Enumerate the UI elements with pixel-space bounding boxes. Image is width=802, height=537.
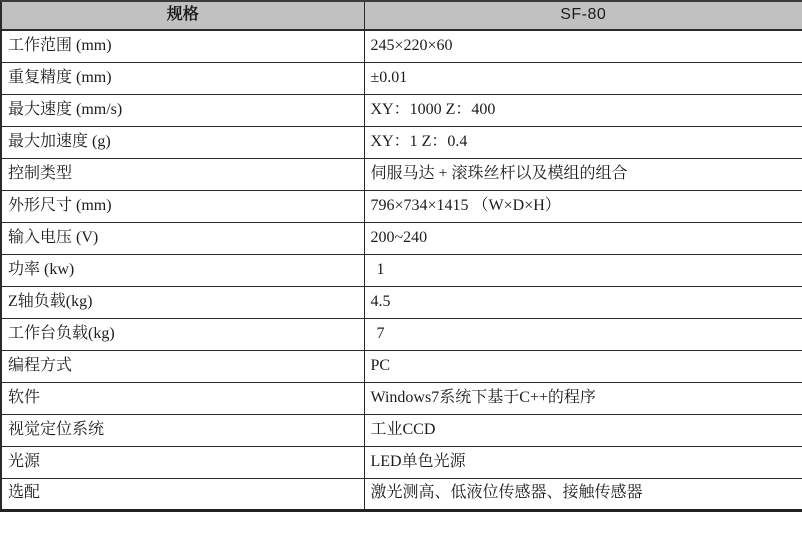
table-row xyxy=(1,62,802,94)
spec-value-cell: 7 xyxy=(364,318,802,350)
header-spec-column: 规格 xyxy=(1,1,364,30)
spec-label-cell: 最大加速度 (g) xyxy=(1,126,364,158)
spec-value-cell: XY：1 Z：0.4 xyxy=(364,126,802,158)
spec-label-cell: 选配 xyxy=(1,478,364,510)
spec-value-cell: XY：1000 Z：400 xyxy=(364,94,802,126)
spec-label-cell: Z轴负载(kg) xyxy=(1,286,364,318)
spec-label-cell: 控制类型 xyxy=(1,158,364,190)
table-row xyxy=(1,126,802,158)
spec-label-cell: 外形尺寸 (mm) xyxy=(1,190,364,222)
spec-label-cell: 软件 xyxy=(1,382,364,414)
table-row xyxy=(1,286,802,318)
spec-value-cell: 796×734×1415 （W×D×H） xyxy=(364,190,802,222)
table-row xyxy=(1,446,802,478)
header-row xyxy=(1,1,802,30)
spec-table-body xyxy=(1,30,802,510)
spec-value-cell: 工业CCD xyxy=(364,414,802,446)
table-row xyxy=(1,94,802,126)
spec-label-cell: 光源 xyxy=(1,446,364,478)
spec-label-cell: 输入电压 (V) xyxy=(1,222,364,254)
spec-value-cell: ±0.01 xyxy=(364,62,802,94)
spec-label-cell: 工作范围 (mm) xyxy=(1,30,364,62)
spec-value-cell: 200~240 xyxy=(364,222,802,254)
table-row xyxy=(1,414,802,446)
spec-label-cell: 功率 (kw) xyxy=(1,254,364,286)
spec-value-cell: 激光测高、低液位传感器、接触传感器 xyxy=(364,478,802,510)
table-row xyxy=(1,30,802,62)
header-model-column: SF-80 xyxy=(364,1,802,30)
spec-value-cell: 伺服马达 + 滚珠丝杆以及模组的组合 xyxy=(364,158,802,190)
spec-table-header xyxy=(1,1,802,30)
spec-value-cell: 1 xyxy=(364,254,802,286)
spec-label-cell: 视觉定位系统 xyxy=(1,414,364,446)
table-row xyxy=(1,318,802,350)
spec-value-cell: 245×220×60 xyxy=(364,30,802,62)
spec-label-cell: 工作台负载(kg) xyxy=(1,318,364,350)
table-row xyxy=(1,478,802,510)
spec-label-cell: 最大速度 (mm/s) xyxy=(1,94,364,126)
table-row xyxy=(1,254,802,286)
spec-value-cell: LED单色光源 xyxy=(364,446,802,478)
spec-value-cell: PC xyxy=(364,350,802,382)
table-row xyxy=(1,190,802,222)
spec-label-cell: 重复精度 (mm) xyxy=(1,62,364,94)
spec-label-cell: 编程方式 xyxy=(1,350,364,382)
spec-value-cell: 4.5 xyxy=(364,286,802,318)
table-row xyxy=(1,350,802,382)
table-row xyxy=(1,158,802,190)
spec-value-cell: Windows7系统下基于C++的程序 xyxy=(364,382,802,414)
table-row xyxy=(1,222,802,254)
table-row xyxy=(1,382,802,414)
